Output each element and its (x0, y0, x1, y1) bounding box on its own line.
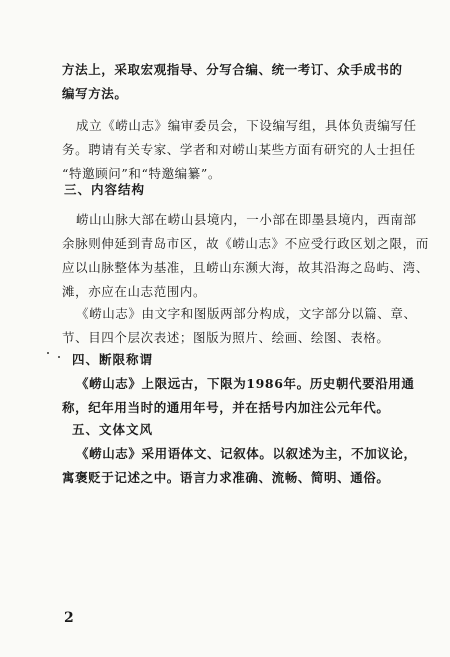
text-line-8: 余脉则伸延到青岛市区，故《崂山志》不应受行政区划之限，而 (62, 236, 429, 251)
text-line-14: 《崂山志》上限远古，下限为1986年。历史朝代要沿用通 (76, 376, 415, 391)
text-line-18: 寓褒贬于记述之中。语言力求准确、流畅、简明、通俗。 (62, 470, 390, 485)
text-line-3: 成立《崂山志》编审委员会，下设编写组，具体负责编写任 (76, 118, 417, 133)
text-line-9: 应以山脉整体为基准，且崂山东濒大海，故其沿海之岛屿、湾、 (62, 260, 429, 275)
text-line-12: 节、目四个层次表述；图版为照片、绘画、绘图、表格。 (62, 330, 390, 345)
text-line-15: 称，纪年用当时的通用年号，并在括号内加注公元年代。 (62, 400, 390, 415)
text-line-5: “特邀顾问”和“特邀编纂”。 (62, 166, 221, 181)
text-line-7: 崂山山脉大部在崂山县境内，一小部在即墨县境内，西南部 (76, 212, 417, 227)
text-line-4: 务。聘请有关专家、学者和对崂山某些方面有研究的人士担任 (62, 142, 416, 157)
section-heading-4: 四、断限称谓 (72, 352, 154, 367)
section-heading-3: 三、内容结构 (64, 182, 146, 197)
text-line-2: 编写方法。 (62, 86, 128, 101)
text-line-17: 《崂山志》采用语体文、记叙体。以叙述为主，不加议论， (76, 446, 417, 461)
page-number: 2 (64, 610, 74, 626)
print-speck (47, 352, 49, 354)
text-line-10: 滩，亦应在山志范围内。 (62, 284, 207, 299)
text-line-11: 《崂山志》由文字和图版两部分构成，文字部分以篇、章、 (76, 306, 417, 321)
text-line-1: 方法上，采取宏观指导、分写合编、统一考订、众手成书的 (62, 62, 403, 77)
section-heading-5: 五、文体文风 (72, 422, 154, 437)
print-speck (58, 356, 60, 358)
